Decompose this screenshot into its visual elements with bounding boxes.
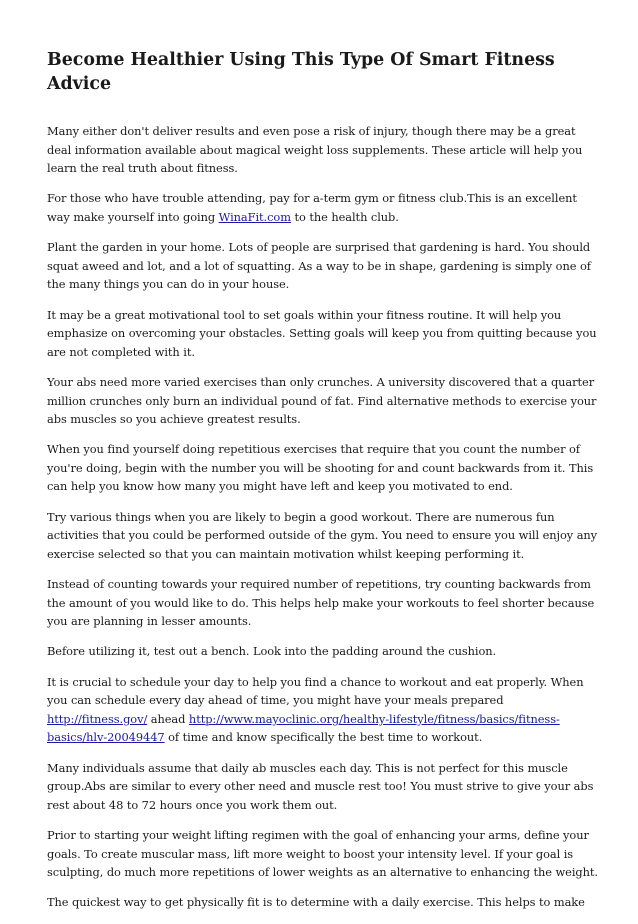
paragraph-12: Prior to starting your weight lifting regimen with the goal of enhancing your arms, define your goals. To create muscular mass, lift more weight to boost your intensity level. If your goal is sculpting, do much more repetitions of lower weights as an alternative to enhancing the weight. — [47, 827, 598, 880]
winafit-link[interactable]: WinaFit.com — [218, 209, 291, 224]
paragraph-10-text-middle: ahead — [147, 711, 189, 726]
paragraph-11: Many individuals assume that daily ab muscles each day. This is not perfect for this muscle group.Abs are similar to every other need and muscle rest too! You must strive to give your abs rest about 48 to 72 hours once you work them out. — [47, 760, 594, 812]
paragraph-13: The quickest way to get physically fit is to determine with a daily exercise. This helps to make — [47, 895, 585, 910]
paragraph-3: Plant the garden in your home. Lots of people are surprised that gardening is hard. You should squat aweed and lot, and a lot of squatting. As a way to be in shape, gardening is simply one of the many things you can do in your house. — [47, 240, 591, 292]
paragraph-2-text-after: to the health club. — [290, 209, 399, 224]
paragraph-4: It may be a great motivational tool to set goals within your fitness routine. It will help you emphasize on overcoming your obstacles. Setting goals will keep you from quitting because you are not completed with it. — [47, 307, 597, 359]
paragraph-2 — [47, 189, 603, 226]
paragraph-5: Your abs need more varied exercises than only crunches. A university discovered that a quarter million crunches only burn an individual pound of fat. Find alternative methods to exercise your abs muscles so you achieve greatest results. — [47, 374, 597, 427]
paragraph-1: Many either don't deliver results and even pose a risk of injury, though there may be a great deal information available about magical weight loss supplements. These article will help you learn the real truth about fitness. — [47, 124, 583, 176]
fitness-gov-link[interactable]: http://fitness.gov/ — [47, 711, 148, 726]
paragraph-6: When you find yourself doing repetitious exercises that require that you count the number of you're doing, begin with the number you will be shooting for and count backwards from it. This can help you know how many you might have left and keep you motivated to end. — [47, 442, 594, 494]
article — [47, 48, 603, 924]
article-title: Become Healthier Using This Type Of Smart Fitness Advice — [47, 50, 555, 94]
paragraph-7: Try various things when you are likely to begin a good workout. There are numerous fun activities that you could be performed outside of the gym. You need to ensure you will enjoy any exercise selected so that you can maintain motivation whilst keeping performing it. — [47, 509, 598, 561]
mayoclinic-link[interactable]: http://www.mayoclinic.org/healthy-lifestyle/fitness/basics/fitness-basics/hlv-20049447 — [47, 711, 560, 745]
paragraph-10 — [47, 673, 603, 747]
paragraph-10-text-before: It is crucial to schedule your day to help you find a chance to workout and eat properly. When you can schedule every day ahead of time, you might have your meals prepared — [47, 674, 584, 708]
paragraph-10-text-after: of time and know specifically the best time to workout. — [164, 730, 483, 745]
paragraph-9: Before utilizing it, test out a bench. Look into the padding around the cushion. — [47, 644, 497, 659]
paragraph-2-text-before: For those who have trouble attending, pay for a-term gym or fitness club.This is an excellent way make yourself into going — [47, 191, 577, 224]
paragraph-8: Instead of counting towards your required number of repetitions, try counting backwards from the amount of you would like to do. This helps help make your workouts to feel shorter because you are planning in lesser amounts. — [47, 577, 595, 629]
